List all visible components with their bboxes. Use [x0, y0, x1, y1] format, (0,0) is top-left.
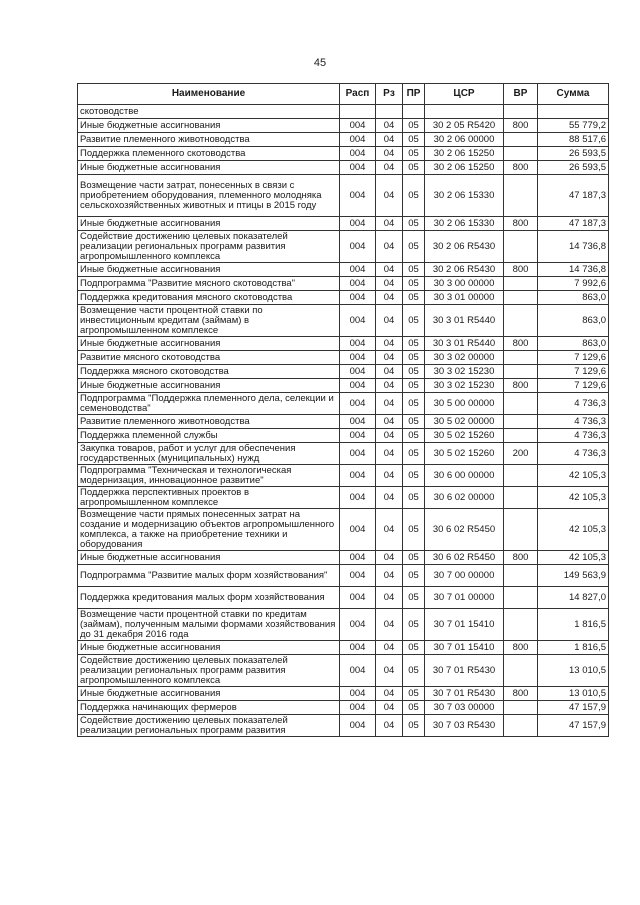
- cell-vr: 800: [504, 641, 538, 655]
- cell-sum: 42 105,3: [538, 551, 609, 565]
- cell-name: Поддержка кредитования малых форм хозяйствования: [78, 587, 340, 609]
- cell-csr: 30 2 06 15330: [425, 217, 504, 231]
- cell-rz: 04: [376, 133, 403, 147]
- cell-rz: 04: [376, 337, 403, 351]
- cell-rz: 04: [376, 217, 403, 231]
- cell-pr: 05: [403, 231, 425, 263]
- cell-pr: 05: [403, 161, 425, 175]
- table-row: [78, 119, 609, 133]
- cell-name: Поддержка перспективных проектов в агропромышленном комплексе: [78, 487, 340, 509]
- cell-pr: 05: [403, 263, 425, 277]
- header-rasp: Расп: [340, 84, 376, 105]
- cell-name: Подпрограмма "Техническая и технологическая модернизация, инновационное развитие": [78, 465, 340, 487]
- cell-name: Поддержка мясного скотоводства: [78, 365, 340, 379]
- cell-name: Иные бюджетные ассигнования: [78, 161, 340, 175]
- cell-pr: 05: [403, 565, 425, 587]
- cell-name: Развитие племенного животноводства: [78, 133, 340, 147]
- cell-rasp: 004: [340, 231, 376, 263]
- cell-rz: 04: [376, 379, 403, 393]
- cell-name: скотоводстве: [78, 105, 340, 119]
- cell-rasp: 004: [340, 565, 376, 587]
- table-row: [78, 305, 609, 337]
- table-body: [78, 105, 609, 737]
- cell-vr: [504, 429, 538, 443]
- cell-sum: 14 827,0: [538, 587, 609, 609]
- cell-rz: 04: [376, 587, 403, 609]
- cell-vr: [504, 231, 538, 263]
- cell-rasp: 004: [340, 175, 376, 217]
- cell-rz: 04: [376, 551, 403, 565]
- table-row: [78, 509, 609, 551]
- cell-sum: 14 736,8: [538, 263, 609, 277]
- cell-name: Иные бюджетные ассигнования: [78, 337, 340, 351]
- table-row: [78, 701, 609, 715]
- cell-rasp: 004: [340, 587, 376, 609]
- cell-sum: 149 563,9: [538, 565, 609, 587]
- cell-vr: [504, 587, 538, 609]
- cell-vr: 200: [504, 443, 538, 465]
- cell-csr: 30 6 02 R5450: [425, 551, 504, 565]
- cell-rasp: 004: [340, 379, 376, 393]
- table-row: [78, 161, 609, 175]
- cell-pr: 05: [403, 587, 425, 609]
- header-sum: Сумма: [538, 84, 609, 105]
- cell-sum: [538, 105, 609, 119]
- cell-pr: 05: [403, 415, 425, 429]
- cell-pr: 05: [403, 119, 425, 133]
- cell-pr: 05: [403, 609, 425, 641]
- cell-sum: 4 736,3: [538, 393, 609, 415]
- cell-name: Поддержка кредитования мясного скотоводства: [78, 291, 340, 305]
- cell-csr: [425, 105, 504, 119]
- cell-rasp: 004: [340, 509, 376, 551]
- cell-vr: [504, 701, 538, 715]
- cell-vr: [504, 175, 538, 217]
- cell-name: Подпрограмма "Развитие мясного скотоводства": [78, 277, 340, 291]
- cell-rz: 04: [376, 291, 403, 305]
- cell-name: Иные бюджетные ассигнования: [78, 263, 340, 277]
- cell-vr: [504, 277, 538, 291]
- cell-rz: 04: [376, 609, 403, 641]
- header-csr: ЦСР: [425, 84, 504, 105]
- cell-rz: 04: [376, 161, 403, 175]
- cell-vr: [504, 291, 538, 305]
- cell-csr: 30 7 03 R5430: [425, 715, 504, 737]
- table-row: [78, 641, 609, 655]
- cell-rasp: 004: [340, 291, 376, 305]
- cell-rz: 04: [376, 119, 403, 133]
- cell-rz: 04: [376, 351, 403, 365]
- cell-vr: [504, 565, 538, 587]
- cell-vr: [504, 609, 538, 641]
- cell-sum: 4 736,3: [538, 415, 609, 429]
- cell-sum: 47 187,3: [538, 175, 609, 217]
- cell-csr: 30 6 00 00000: [425, 465, 504, 487]
- cell-pr: 05: [403, 379, 425, 393]
- cell-rz: 04: [376, 465, 403, 487]
- cell-sum: 4 736,3: [538, 443, 609, 465]
- cell-sum: 42 105,3: [538, 465, 609, 487]
- table-row: [78, 565, 609, 587]
- cell-csr: 30 2 06 00000: [425, 133, 504, 147]
- cell-sum: 863,0: [538, 291, 609, 305]
- cell-sum: 14 736,8: [538, 231, 609, 263]
- cell-pr: [403, 105, 425, 119]
- cell-sum: 13 010,5: [538, 687, 609, 701]
- cell-name: Иные бюджетные ассигнования: [78, 641, 340, 655]
- cell-rasp: 004: [340, 277, 376, 291]
- cell-vr: 800: [504, 217, 538, 231]
- cell-rz: 04: [376, 655, 403, 687]
- header-vr: ВР: [504, 84, 538, 105]
- cell-name: Поддержка племенной службы: [78, 429, 340, 443]
- cell-name: Закупка товаров, работ и услуг для обеспечения государственных (муниципальных) нужд: [78, 443, 340, 465]
- cell-vr: [504, 351, 538, 365]
- cell-rasp: 004: [340, 487, 376, 509]
- cell-sum: 4 736,3: [538, 429, 609, 443]
- cell-pr: 05: [403, 277, 425, 291]
- cell-name: Иные бюджетные ассигнования: [78, 687, 340, 701]
- cell-csr: 30 2 05 R5420: [425, 119, 504, 133]
- table-row: [78, 443, 609, 465]
- cell-csr: 30 2 06 R5430: [425, 231, 504, 263]
- table-row: [78, 263, 609, 277]
- cell-rz: 04: [376, 263, 403, 277]
- cell-rz: 04: [376, 305, 403, 337]
- cell-csr: 30 7 01 R5430: [425, 655, 504, 687]
- cell-vr: [504, 393, 538, 415]
- cell-rz: 04: [376, 175, 403, 217]
- cell-name: Возмещение части затрат, понесенных в связи с приобретением оборудования, племенного молодняка сельскохозяйственных животных и птицы в 2015 году: [78, 175, 340, 217]
- cell-sum: 7 129,6: [538, 379, 609, 393]
- page-number: 45: [313, 57, 327, 69]
- cell-csr: 30 3 00 00000: [425, 277, 504, 291]
- cell-sum: 7 129,6: [538, 365, 609, 379]
- cell-sum: 1 816,5: [538, 641, 609, 655]
- cell-vr: [504, 105, 538, 119]
- cell-csr: 30 6 02 00000: [425, 487, 504, 509]
- cell-rz: 04: [376, 147, 403, 161]
- cell-csr: 30 5 02 15260: [425, 443, 504, 465]
- cell-pr: 05: [403, 715, 425, 737]
- header-pr: ПР: [403, 84, 425, 105]
- cell-sum: 42 105,3: [538, 487, 609, 509]
- cell-vr: [504, 465, 538, 487]
- cell-vr: [504, 365, 538, 379]
- cell-csr: 30 3 02 15230: [425, 379, 504, 393]
- cell-rasp: 004: [340, 429, 376, 443]
- cell-rasp: 004: [340, 119, 376, 133]
- cell-pr: 05: [403, 465, 425, 487]
- cell-rasp: 004: [340, 217, 376, 231]
- cell-pr: 05: [403, 365, 425, 379]
- cell-name: Развитие мясного скотоводства: [78, 351, 340, 365]
- cell-csr: 30 3 02 15230: [425, 365, 504, 379]
- cell-vr: 800: [504, 119, 538, 133]
- cell-pr: 05: [403, 291, 425, 305]
- cell-rasp: 004: [340, 701, 376, 715]
- table-row: [78, 147, 609, 161]
- cell-vr: [504, 655, 538, 687]
- cell-csr: 30 7 01 15410: [425, 609, 504, 641]
- table-row: [78, 609, 609, 641]
- cell-name: Поддержка начинающих фермеров: [78, 701, 340, 715]
- cell-name: Развитие племенного животноводства: [78, 415, 340, 429]
- cell-csr: 30 2 06 15250: [425, 161, 504, 175]
- cell-vr: [504, 487, 538, 509]
- cell-name: Возмещение части процентной ставки по кредитам (займам), полученным малыми формами хозяйствования до 31 декабря 2016 года: [78, 609, 340, 641]
- cell-vr: [504, 305, 538, 337]
- cell-vr: [504, 509, 538, 551]
- cell-vr: 800: [504, 161, 538, 175]
- cell-sum: 42 105,3: [538, 509, 609, 551]
- cell-rasp: 004: [340, 393, 376, 415]
- cell-rz: 04: [376, 509, 403, 551]
- cell-pr: 05: [403, 351, 425, 365]
- table-row: [78, 231, 609, 263]
- cell-pr: 05: [403, 133, 425, 147]
- cell-pr: 05: [403, 551, 425, 565]
- cell-pr: 05: [403, 509, 425, 551]
- cell-rasp: 004: [340, 305, 376, 337]
- cell-pr: 05: [403, 147, 425, 161]
- cell-csr: 30 6 02 R5450: [425, 509, 504, 551]
- cell-rasp: 004: [340, 351, 376, 365]
- cell-rasp: 004: [340, 655, 376, 687]
- cell-vr: 800: [504, 551, 538, 565]
- table-row: [78, 277, 609, 291]
- cell-csr: 30 7 03 00000: [425, 701, 504, 715]
- cell-sum: 47 187,3: [538, 217, 609, 231]
- cell-csr: 30 7 00 00000: [425, 565, 504, 587]
- cell-sum: 863,0: [538, 337, 609, 351]
- cell-vr: [504, 715, 538, 737]
- cell-name: Возмещение части процентной ставки по инвестиционным кредитам (займам) в агропромышленном комплексе: [78, 305, 340, 337]
- cell-rz: 04: [376, 641, 403, 655]
- table-row: [78, 415, 609, 429]
- cell-rasp: 004: [340, 443, 376, 465]
- cell-csr: 30 3 02 00000: [425, 351, 504, 365]
- cell-name: Содействие достижению целевых показателей реализации региональных программ развития агропромышленного комплекса: [78, 655, 340, 687]
- cell-vr: 800: [504, 337, 538, 351]
- cell-csr: 30 3 01 R5440: [425, 337, 504, 351]
- cell-rz: [376, 105, 403, 119]
- cell-rz: 04: [376, 443, 403, 465]
- cell-rasp: 004: [340, 365, 376, 379]
- cell-rz: 04: [376, 365, 403, 379]
- cell-rz: 04: [376, 701, 403, 715]
- table-row: [78, 351, 609, 365]
- table-row: [78, 133, 609, 147]
- cell-pr: 05: [403, 175, 425, 217]
- cell-csr: 30 2 06 15250: [425, 147, 504, 161]
- table-row: [78, 429, 609, 443]
- cell-sum: 1 816,5: [538, 609, 609, 641]
- cell-rz: 04: [376, 687, 403, 701]
- table-row: [78, 551, 609, 565]
- table-row: [78, 587, 609, 609]
- cell-name: Иные бюджетные ассигнования: [78, 379, 340, 393]
- cell-vr: 800: [504, 687, 538, 701]
- cell-rz: 04: [376, 277, 403, 291]
- header-name: Наименование: [78, 84, 340, 105]
- cell-rz: 04: [376, 487, 403, 509]
- cell-csr: 30 5 02 15260: [425, 429, 504, 443]
- cell-vr: [504, 415, 538, 429]
- table-header-row: [78, 84, 609, 105]
- cell-pr: 05: [403, 305, 425, 337]
- cell-csr: 30 7 01 00000: [425, 587, 504, 609]
- table-row: [78, 291, 609, 305]
- cell-pr: 05: [403, 701, 425, 715]
- cell-rasp: [340, 105, 376, 119]
- cell-csr: 30 2 06 R5430: [425, 263, 504, 277]
- cell-csr: 30 5 00 00000: [425, 393, 504, 415]
- cell-sum: 863,0: [538, 305, 609, 337]
- cell-sum: 47 157,9: [538, 701, 609, 715]
- cell-rz: 04: [376, 231, 403, 263]
- cell-sum: 47 157,9: [538, 715, 609, 737]
- table-row: [78, 217, 609, 231]
- cell-name: Содействие достижению целевых показателей реализации региональных программ развития: [78, 715, 340, 737]
- cell-pr: 05: [403, 641, 425, 655]
- cell-rasp: 004: [340, 337, 376, 351]
- table-row: [78, 655, 609, 687]
- cell-pr: 05: [403, 217, 425, 231]
- cell-rasp: 004: [340, 551, 376, 565]
- cell-sum: 26 593,5: [538, 161, 609, 175]
- cell-rasp: 004: [340, 415, 376, 429]
- cell-pr: 05: [403, 393, 425, 415]
- cell-rz: 04: [376, 393, 403, 415]
- cell-csr: 30 2 06 15330: [425, 175, 504, 217]
- table-row: [78, 487, 609, 509]
- cell-sum: 55 779,2: [538, 119, 609, 133]
- cell-vr: 800: [504, 379, 538, 393]
- cell-vr: 800: [504, 263, 538, 277]
- cell-sum: 7 129,6: [538, 351, 609, 365]
- table-row: [78, 379, 609, 393]
- cell-rasp: 004: [340, 609, 376, 641]
- cell-csr: 30 3 01 00000: [425, 291, 504, 305]
- cell-pr: 05: [403, 487, 425, 509]
- cell-rasp: 004: [340, 147, 376, 161]
- table-row: [78, 337, 609, 351]
- cell-csr: 30 7 01 15410: [425, 641, 504, 655]
- cell-sum: 26 593,5: [538, 147, 609, 161]
- cell-csr: 30 3 01 R5440: [425, 305, 504, 337]
- table-row: [78, 175, 609, 217]
- cell-pr: 05: [403, 687, 425, 701]
- budget-table: [77, 83, 609, 737]
- cell-sum: 13 010,5: [538, 655, 609, 687]
- cell-name: Иные бюджетные ассигнования: [78, 217, 340, 231]
- cell-rasp: 004: [340, 133, 376, 147]
- cell-rz: 04: [376, 415, 403, 429]
- cell-rz: 04: [376, 715, 403, 737]
- cell-sum: 7 992,6: [538, 277, 609, 291]
- header-rz: Рз: [376, 84, 403, 105]
- cell-rasp: 004: [340, 715, 376, 737]
- cell-pr: 05: [403, 429, 425, 443]
- cell-csr: 30 7 01 R5430: [425, 687, 504, 701]
- cell-name: Иные бюджетные ассигнования: [78, 119, 340, 133]
- table-row: [78, 465, 609, 487]
- table-row: [78, 105, 609, 119]
- cell-rasp: 004: [340, 161, 376, 175]
- table-row: [78, 365, 609, 379]
- cell-pr: 05: [403, 337, 425, 351]
- cell-rasp: 004: [340, 687, 376, 701]
- cell-pr: 05: [403, 655, 425, 687]
- table-row: [78, 393, 609, 415]
- cell-name: Поддержка племенного скотоводства: [78, 147, 340, 161]
- cell-name: Подпрограмма "Поддержка племенного дела, селекции и семеноводства": [78, 393, 340, 415]
- cell-name: Подпрограмма "Развитие малых форм хозяйствования": [78, 565, 340, 587]
- table-row: [78, 715, 609, 737]
- cell-rasp: 004: [340, 641, 376, 655]
- cell-name: Иные бюджетные ассигнования: [78, 551, 340, 565]
- cell-pr: 05: [403, 443, 425, 465]
- cell-rz: 04: [376, 565, 403, 587]
- cell-sum: 88 517,6: [538, 133, 609, 147]
- cell-vr: [504, 147, 538, 161]
- cell-name: Содействие достижению целевых показателей реализации региональных программ развития агропромышленного комплекса: [78, 231, 340, 263]
- cell-vr: [504, 133, 538, 147]
- cell-rasp: 004: [340, 465, 376, 487]
- cell-rasp: 004: [340, 263, 376, 277]
- cell-csr: 30 5 02 00000: [425, 415, 504, 429]
- table-row: [78, 687, 609, 701]
- cell-name: Возмещение части прямых понесенных затрат на создание и модернизацию объектов агропромышленного комплекса, а также на приобретение техники и оборудования: [78, 509, 340, 551]
- cell-rz: 04: [376, 429, 403, 443]
